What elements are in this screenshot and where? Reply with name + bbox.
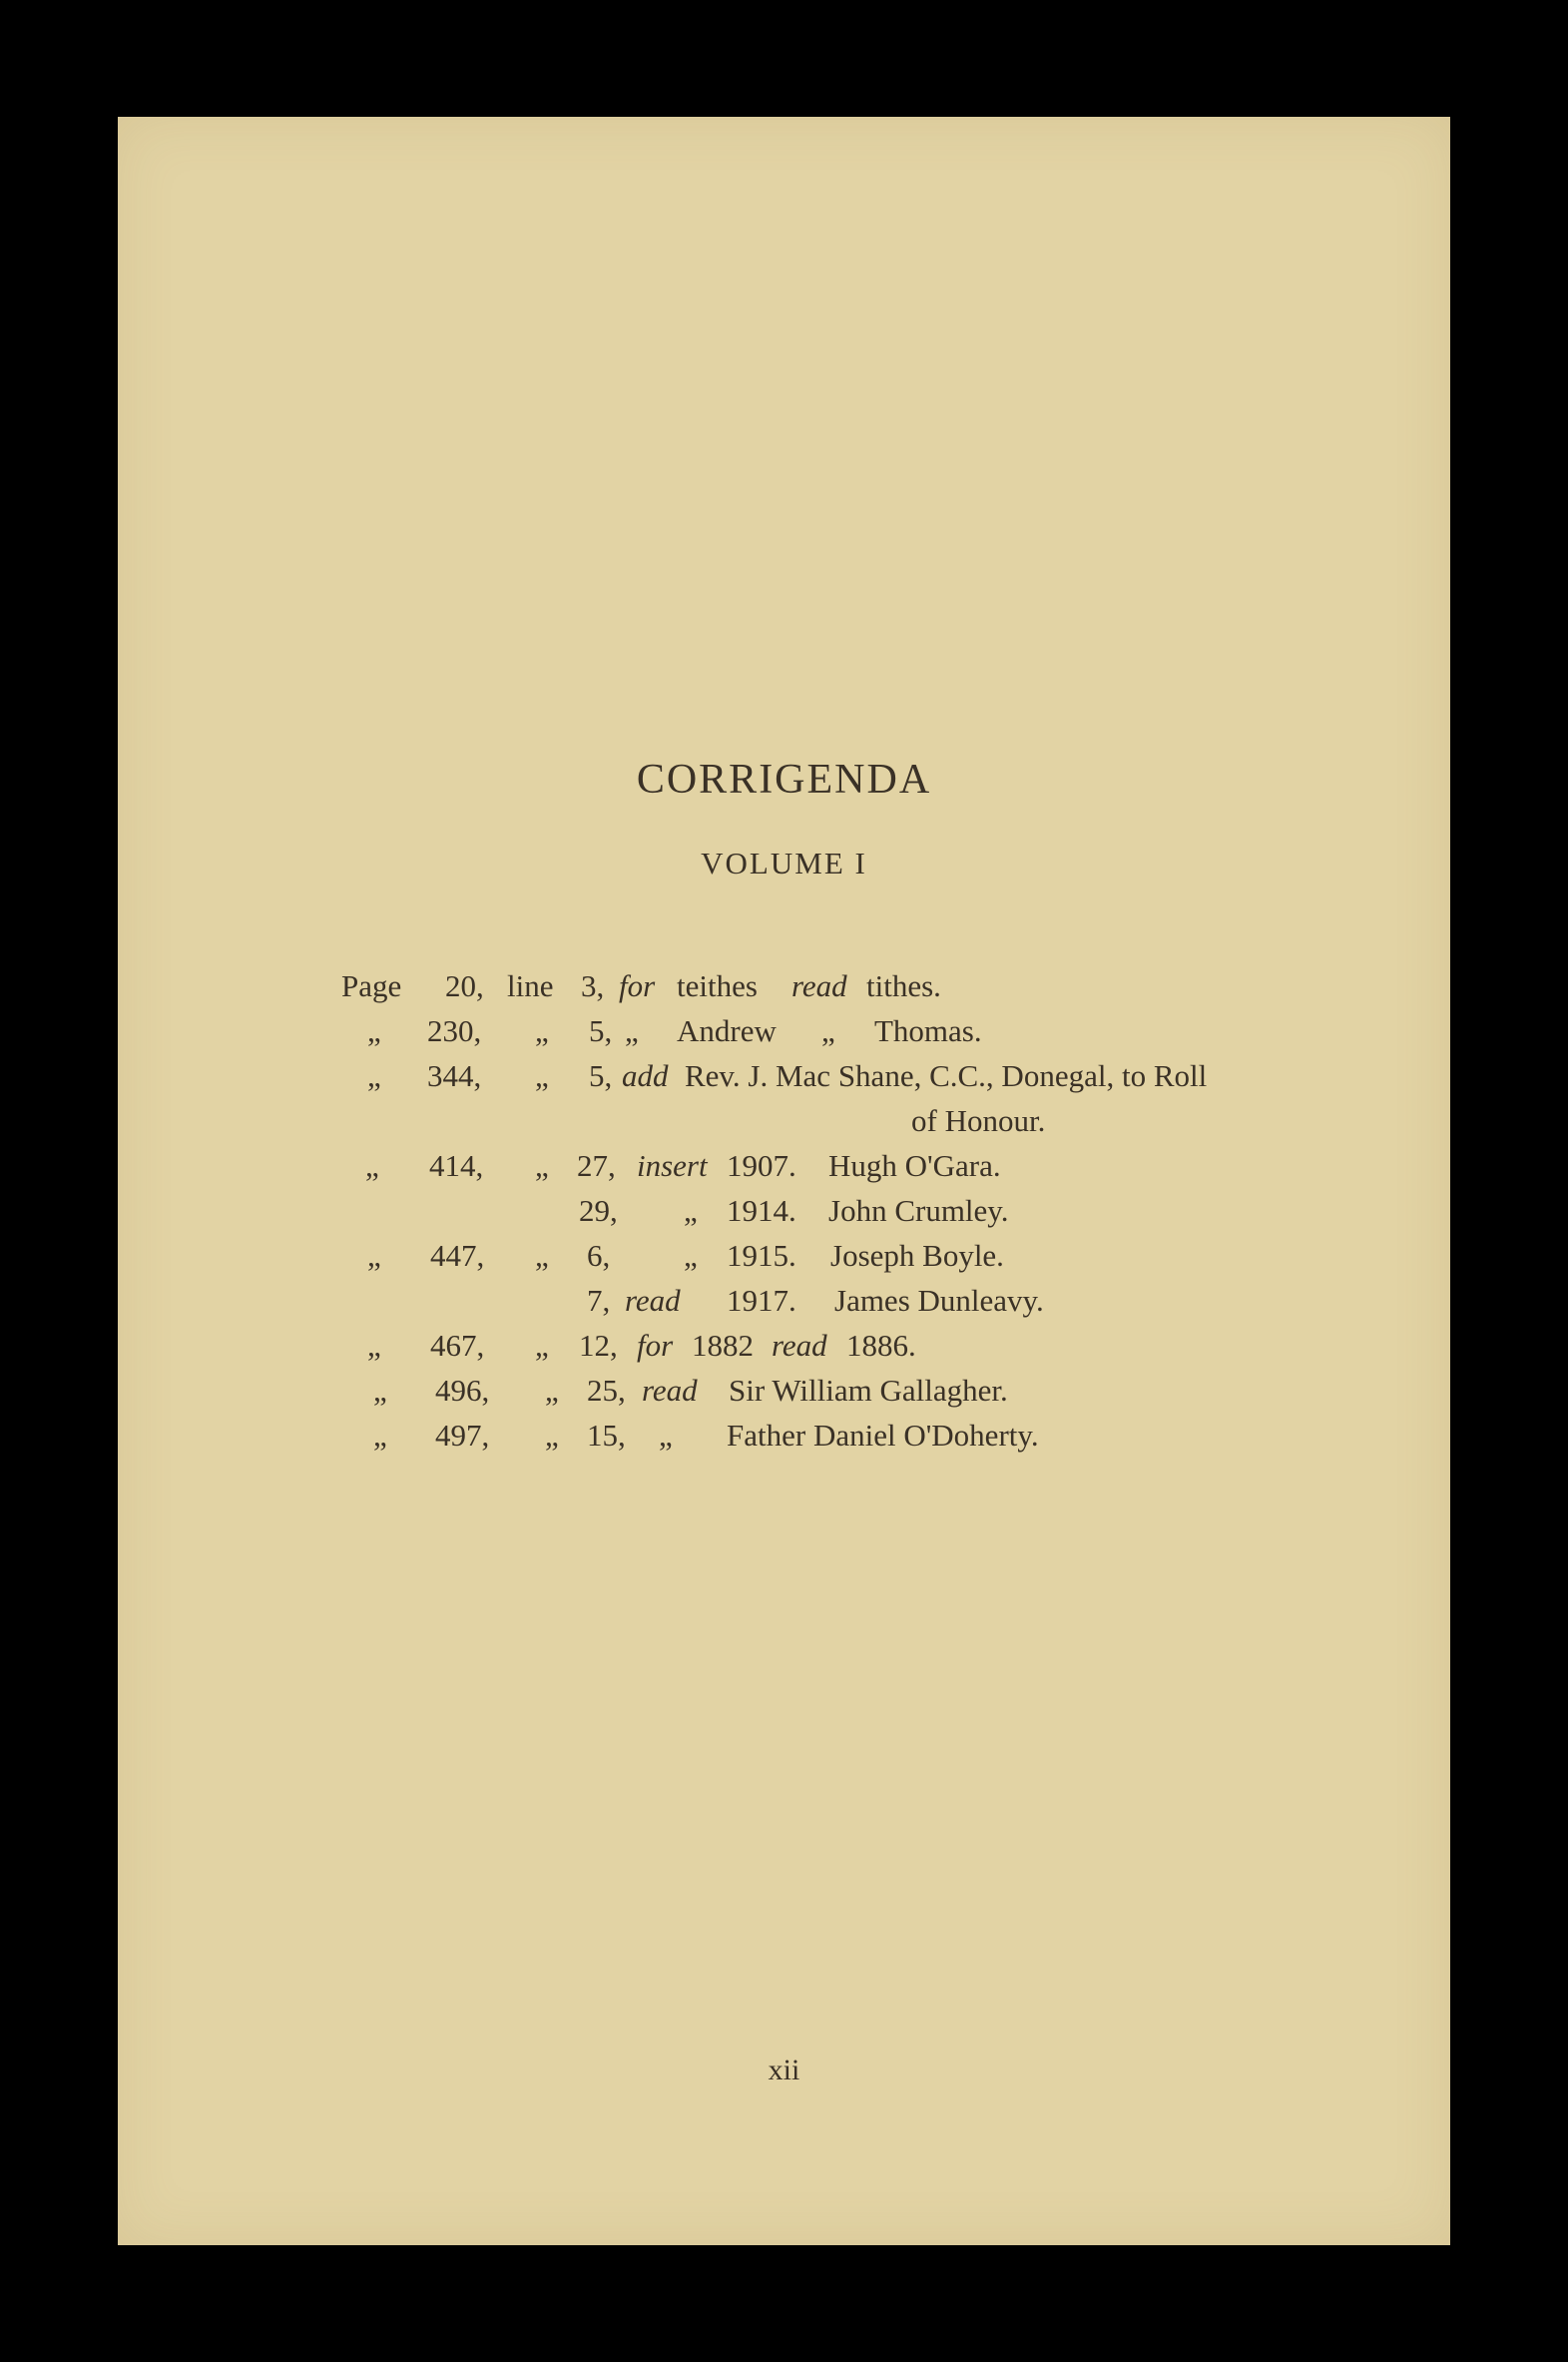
entry-text: Rev. J. Mac Shane, C.C., Donegal, to Roll (685, 1058, 1208, 1093)
entry-ditto: „ (535, 1148, 549, 1183)
entry-line-number: 5, (589, 1058, 613, 1093)
entry-ditto: „ (535, 1013, 549, 1048)
entry-text: Hugh O'Gara. (828, 1148, 1001, 1183)
entry-ditto: „ (659, 1418, 673, 1453)
entry-line-number: 29, (579, 1193, 618, 1228)
entry-text: Father Daniel O'Doherty. (727, 1418, 1039, 1453)
entry-year: 1915. (727, 1238, 796, 1273)
entry-page-number: 497, (435, 1418, 490, 1453)
entry-ditto: „ (367, 1058, 381, 1093)
entry-text-continuation: of Honour. (911, 1103, 1046, 1138)
entry-instruction: insert (637, 1148, 708, 1183)
entry-instruction: read (772, 1328, 827, 1363)
book-page (118, 117, 1450, 2245)
entry-text: tithes. (866, 968, 941, 1003)
entry-page-number: 467, (430, 1328, 485, 1363)
entry-ditto: „ (684, 1193, 698, 1228)
entry-ditto: „ (373, 1418, 387, 1453)
entry-page-number: 496, (435, 1373, 490, 1408)
entry-line-number: 3, (581, 968, 605, 1003)
entry-ditto: „ (373, 1373, 387, 1408)
entry-page-number: 414, (429, 1148, 484, 1183)
entry-ditto: „ (535, 1238, 549, 1273)
page-number-folio: xii (768, 2054, 800, 2086)
entry-text: James Dunleavy. (834, 1283, 1044, 1318)
entry-ditto: „ (684, 1238, 698, 1273)
entry-instruction: read (642, 1373, 698, 1408)
entry-ditto: „ (535, 1058, 549, 1093)
entry-page-number: 230, (427, 1013, 482, 1048)
entry-text: John Crumley. (828, 1193, 1009, 1228)
entry-text: Thomas. (874, 1013, 982, 1048)
entry-line-number: 12, (579, 1328, 618, 1363)
entry-instruction: read (625, 1283, 681, 1318)
entry-ditto: „ (821, 1013, 835, 1048)
entry-instruction: for (637, 1328, 674, 1363)
entry-ditto: „ (545, 1418, 559, 1453)
entry-page-number: 344, (427, 1058, 482, 1093)
entry-text: Joseph Boyle. (830, 1238, 1004, 1273)
entry-line-label: line (507, 968, 554, 1003)
entry-instruction: read (791, 968, 847, 1003)
entry-line-number: 15, (587, 1418, 626, 1453)
entry-ditto: „ (545, 1373, 559, 1408)
entry-year: 1886. (846, 1328, 916, 1363)
entry-text: Andrew (677, 1013, 777, 1048)
entry-year: 1914. (727, 1193, 796, 1228)
entry-ditto: „ (367, 1328, 381, 1363)
entry-ditto: „ (535, 1328, 549, 1363)
entry-line-number: 5, (589, 1013, 613, 1048)
entry-line-number: 6, (587, 1238, 611, 1273)
entry-page-label: Page (341, 968, 402, 1003)
entry-year: 1882 (692, 1328, 754, 1363)
entry-text: teithes (677, 968, 758, 1003)
entry-year: 1917. (727, 1283, 796, 1318)
entry-ditto: „ (367, 1238, 381, 1273)
entry-page-number: 20, (445, 968, 484, 1003)
page-title: CORRIGENDA (636, 757, 932, 803)
volume-subtitle: VOLUME I (701, 846, 867, 881)
entry-line-number: 27, (577, 1148, 616, 1183)
entry-instruction: for (619, 968, 656, 1003)
entry-line-number: 7, (587, 1283, 611, 1318)
entry-line-number: 25, (587, 1373, 626, 1408)
entry-page-number: 447, (430, 1238, 485, 1273)
entry-text: Sir William Gallagher. (729, 1373, 1008, 1408)
entry-instruction: add (622, 1058, 669, 1093)
entry-ditto: „ (367, 1013, 381, 1048)
entry-ditto: „ (365, 1148, 379, 1183)
entry-year: 1907. (727, 1148, 796, 1183)
entry-ditto: „ (625, 1013, 639, 1048)
